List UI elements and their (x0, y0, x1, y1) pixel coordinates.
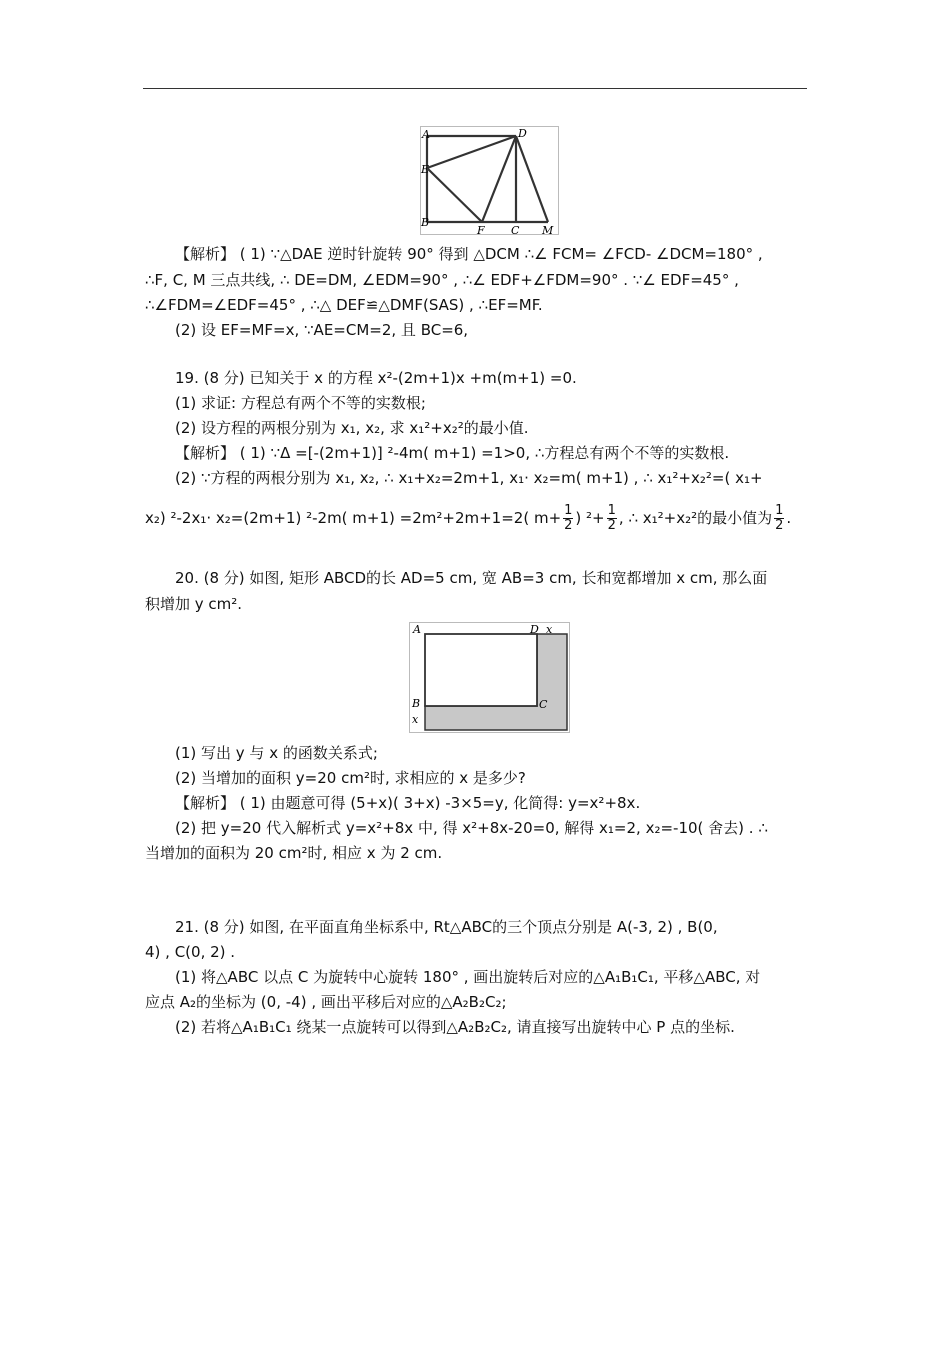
question-21-line2: 4) , C(0, 2) . (145, 943, 236, 961)
fraction-half-3 (774, 504, 784, 533)
label-a: A (422, 128, 430, 141)
solution-19-line3-c: , ∴ x₁²+x₂²的最小值为 (618, 509, 773, 527)
fraction-half-2 (607, 504, 617, 533)
question-21-part1: (1) 将△ABC 以点 C 为旋转中心旋转 180° , 画出旋转后对应的△A₁B₁C₁, 平移△ABC, 对 (175, 968, 761, 986)
solution-19-line3-b: ) ²+ (575, 509, 605, 527)
question-20-part2: (2) 当增加的面积 y=20 cm²时, 求相应的 x 是多少? (175, 769, 526, 787)
question-21: 21. (8 分) 如图, 在平面直角坐标系中, Rt△ABC的三个顶点分别是 A(-3, 2) , B(0, (175, 918, 718, 936)
solution-18-line2: ∴F, C, M 三点共线, ∴ DE=DM, ∠EDM=90° , ∴∠ EDF+∠FDM=90° . ∵∠ EDF=45° , (145, 271, 739, 289)
label-e: E (421, 163, 430, 176)
solution-18-line1: 【解析】 ( 1) ∵△DAE 逆时针旋转 90° 得到 △DCM ∴∠ FCM= ∠FCD- ∠DCM=180° , (175, 245, 763, 263)
label-b: B (421, 216, 430, 229)
label-a: A (413, 623, 421, 636)
question-20-part1: (1) 写出 y 与 x 的函数关系式; (175, 744, 378, 762)
question-20: 20. (8 分) 如图, 矩形 ABCD的长 AD=5 cm, 宽 AB=3 cm, 长和宽都增加 x cm, 那么面 (175, 569, 768, 587)
label-c: C (511, 224, 520, 236)
solution-20-line3: 当增加的面积为 20 cm²时, 相应 x 为 2 cm. (145, 844, 443, 862)
figure-square-rotation (420, 126, 560, 236)
label-b: B (412, 697, 421, 710)
header-rule (143, 88, 807, 89)
solution-19-line3-a: x₂) ²-2x₁· x₂=(2m+1) ²-2m( m+1) =2m²+2m+1=2( m+ (145, 509, 562, 527)
label-d: D (518, 127, 527, 140)
fraction-denominator: 2 (607, 518, 616, 533)
question-19-part2: (2) 设方程的两根分别为 x₁, x₂, 求 x₁²+x₂²的最小值. (175, 419, 529, 437)
label-d: D (530, 623, 539, 636)
solution-19-line3: x₂) ²-2x₁· x₂=(2m+1) ²-2m( m+1) =2m²+2m+1=2( m+ $\frac{1}{2}$ ) ²+ $\frac{1}{2}$ , ∴ x₁²+x₂²的最小值为 $\frac{1}{2}$ . (145, 503, 792, 533)
figure-rectangle-increase (409, 622, 571, 734)
fraction-denominator: 2 (775, 518, 784, 533)
fraction-denominator: 2 (564, 518, 573, 533)
question-20-line2: 积增加 y cm². (145, 595, 243, 613)
question-21-part1-line2: 应点 A₂的坐标为 (0, -4) , 画出平移后对应的△A₂B₂C₂; (145, 993, 507, 1011)
question-19: 19. (8 分) 已知关于 x 的方程 x²-(2m+1)x +m(m+1) =0. (175, 369, 577, 387)
question-19-part1: (1) 求证: 方程总有两个不等的实数根; (175, 394, 426, 412)
solution-19-line2: (2) ∵方程的两根分别为 x₁, x₂, ∴ x₁+x₂=2m+1, x₁· x₂=m( m+1) , ∴ x₁²+x₂²=( x₁+ (175, 469, 763, 487)
fraction-numerator: 1 (775, 503, 784, 518)
label-c: C (539, 698, 548, 711)
solution-18-line3: ∴∠FDM=∠EDF=45° , ∴△ DEF≌△DMF(SAS) , ∴EF=MF. (145, 296, 543, 314)
solution-18-line4: (2) 设 EF=MF=x, ∵AE=CM=2, 且 BC=6, (175, 321, 469, 339)
label-m: M (542, 224, 554, 236)
fraction-numerator: 1 (564, 503, 573, 518)
question-21-part2: (2) 若将△A₁B₁C₁ 绕某一点旋转可以得到△A₂B₂C₂, 请直接写出旋转中心 P 点的坐标. (175, 1018, 735, 1036)
fraction-numerator: 1 (607, 503, 616, 518)
solution-19-line1: 【解析】 ( 1) ∵Δ =[-(2m+1)] ²-4m( m+1) =1>0, ∴方程总有两个不等的实数根. (175, 444, 730, 462)
label-x-side: x (412, 713, 419, 726)
label-f: F (477, 224, 485, 236)
solution-20-line2: (2) 把 y=20 代入解析式 y=x²+8x 中, 得 x²+8x-20=0, 解得 x₁=2, x₂=-10( 舍去) . ∴ (175, 819, 768, 837)
label-x-top: x (546, 623, 553, 636)
fraction-half-1 (563, 504, 573, 533)
solution-20-line1: 【解析】 ( 1) 由题意可得 (5+x)( 3+x) -3×5=y, 化简得: y=x²+8x. (175, 794, 641, 812)
